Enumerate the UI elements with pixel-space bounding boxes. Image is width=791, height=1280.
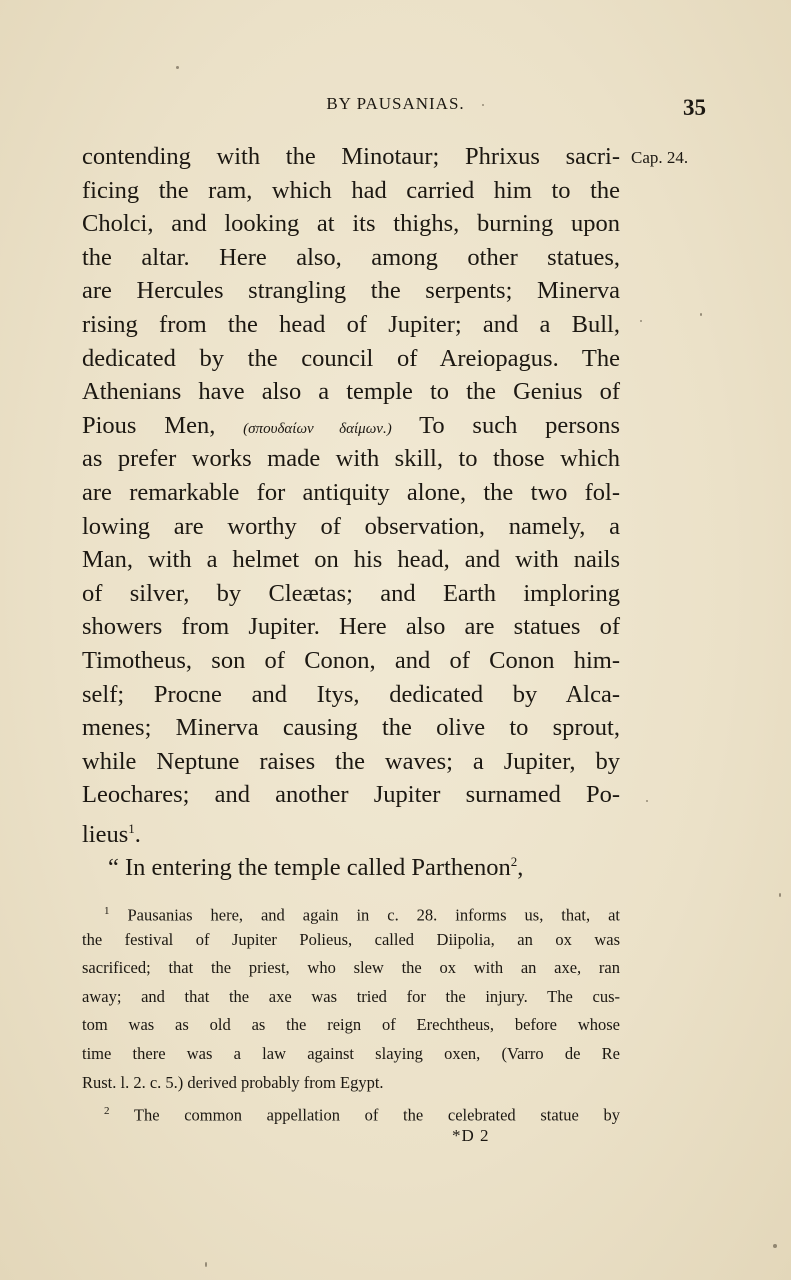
paper-speck bbox=[779, 893, 781, 897]
text-line: as prefer works made with skill, to those which bbox=[82, 445, 620, 473]
footnote-line: time there was a law against slaying oxen, (Varro de Re bbox=[82, 1043, 620, 1063]
paper-speck bbox=[205, 1262, 207, 1267]
paper-speck bbox=[700, 313, 702, 316]
paper-speck bbox=[646, 800, 648, 802]
text-line: ficing the ram, which had carried him to the bbox=[82, 176, 620, 204]
text-line: the altar. Here also, among other statues, bbox=[82, 243, 620, 271]
text-line: Man, with a helmet on his head, and with nails bbox=[82, 546, 620, 574]
text-fragment: lieus bbox=[82, 821, 129, 849]
text-fragment: , bbox=[517, 854, 524, 882]
text-line: while Neptune raises the waves; a Jupiter, by bbox=[82, 747, 620, 775]
text-line: rising from the head of Jupiter; and a Bull, bbox=[82, 310, 620, 338]
text-line: Cholci, and looking at its thighs, burning upon bbox=[82, 210, 620, 238]
footnote-ref-1: 1 bbox=[128, 820, 135, 836]
footnote-mark-2: 2 bbox=[104, 1105, 110, 1118]
signature-mark: *D 2 bbox=[452, 1126, 490, 1145]
footnote-line: away; and that the axe was tried for the injury. The cus- bbox=[82, 986, 620, 1006]
footnote-line bbox=[82, 1097, 620, 1126]
paper-speck bbox=[640, 320, 642, 322]
greek-phrase: (σπουδαίων δαίμων.) bbox=[243, 420, 392, 437]
footnote-text: The common appellation of the celebrated statue by bbox=[133, 1105, 621, 1125]
text-fragment: To such persons bbox=[419, 411, 621, 439]
paper-speck bbox=[482, 104, 484, 106]
page-number: 35 bbox=[683, 95, 706, 120]
footnote-line bbox=[82, 897, 620, 926]
footnote-text: Pausanias here, and again in c. 28. informs us, that, at bbox=[127, 905, 621, 925]
text-line: dedicated by the council of Areiopagus. The bbox=[82, 344, 620, 372]
running-head: BY PAUSANIAS. bbox=[326, 94, 465, 113]
paper-speck bbox=[773, 1244, 777, 1248]
marginal-chapter-note: Cap. 24. bbox=[631, 148, 689, 167]
text-line: Athenians have also a temple to the Genius of bbox=[82, 378, 620, 406]
footnote-line: tom was as old as the reign of Erechtheus, before whose bbox=[82, 1015, 620, 1035]
text-line: are remarkable for antiquity alone, the two fol- bbox=[82, 478, 620, 506]
footnote-ref-2: 2 bbox=[510, 854, 518, 870]
text-fragment: . bbox=[134, 821, 141, 849]
text-line: are Hercules strangling the serpents; Minerva bbox=[82, 277, 620, 305]
text-line: self; Procne and Itys, dedicated by Alca- bbox=[82, 680, 620, 708]
footnote-line: the festival of Jupiter Polieus, called Diipolia, an ox was bbox=[82, 929, 620, 949]
paper-speck bbox=[176, 66, 179, 69]
text-line: menes; Minerva causing the olive to sprout, bbox=[82, 714, 620, 742]
text-line bbox=[82, 409, 620, 443]
footnote-mark-1: 1 bbox=[104, 905, 110, 917]
text-line: Timotheus, son of Conon, and of Conon him- bbox=[82, 646, 620, 674]
text-fragment: “ In entering the temple called Parthenon bbox=[108, 854, 511, 882]
footnote-line: Rust. l. 2. c. 5.) derived probably from Egypt. bbox=[82, 1072, 384, 1092]
text-line: contending with the Minotaur; Phrixus sacri- bbox=[82, 143, 620, 170]
text-line: of silver, by Cleætas; and Earth imploring bbox=[82, 579, 620, 607]
text-line bbox=[82, 845, 620, 882]
footnote-line: sacrificed; that the priest, who slew the ox with an axe, ran bbox=[82, 958, 620, 978]
footnotes bbox=[82, 897, 620, 1126]
text-line: showers from Jupiter. Here also are statues of bbox=[82, 613, 620, 641]
text-line bbox=[82, 812, 620, 849]
text-line: lowing are worthy of observation, namely, a bbox=[82, 512, 620, 540]
main-text-block bbox=[82, 140, 621, 882]
text-line: Leochares; and another Jupiter surnamed Po- bbox=[82, 781, 620, 809]
text-fragment: Pious Men, bbox=[82, 411, 216, 439]
